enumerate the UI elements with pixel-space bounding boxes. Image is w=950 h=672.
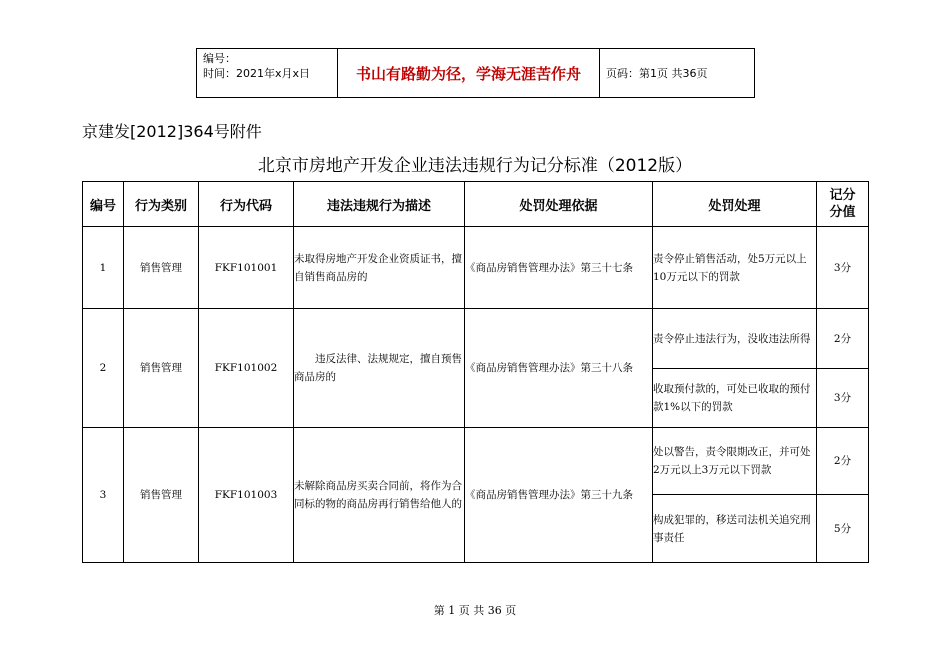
number-label: 编号： bbox=[203, 52, 236, 65]
cell-code: FKF101001 bbox=[199, 227, 294, 309]
col-header-score-text: 记分分值 bbox=[829, 188, 856, 220]
table-row bbox=[83, 309, 869, 369]
col-header-number: 编号 bbox=[83, 182, 124, 227]
cell-score: 2分 bbox=[817, 309, 869, 369]
col-header-basis: 处罚处理依据 bbox=[465, 182, 653, 227]
cell-description-text: 违反法律、法规规定，擅自预售商品房的 bbox=[294, 353, 462, 383]
cell-basis: 《商品房销售管理办法》第三十八条 bbox=[465, 309, 653, 428]
document-title: 北京市房地产开发企业违法违规行为记分标准（2012版） bbox=[257, 156, 693, 176]
cell-category: 销售管理 bbox=[124, 227, 199, 309]
cell-penalty: 处以警告，责令限期改正，并可处2万元以上3万元以下罚款 bbox=[653, 428, 817, 495]
cell-score: 3分 bbox=[817, 369, 869, 428]
cell-description: 未取得房地产开发企业资质证书，擅自销售商品房的 bbox=[294, 227, 465, 309]
col-header-category: 行为类别 bbox=[124, 182, 199, 227]
table-row bbox=[83, 428, 869, 495]
cell-category: 销售管理 bbox=[124, 428, 199, 563]
cell-score: 3分 bbox=[817, 227, 869, 309]
header-meta bbox=[197, 49, 338, 97]
attachment-label: 京建发[2012]364号附件 bbox=[82, 122, 262, 141]
cell-score: 5分 bbox=[817, 495, 869, 563]
table-row bbox=[83, 227, 869, 309]
cell-number: 2 bbox=[83, 309, 124, 428]
header-page-label: 页码：第1页 共36页 bbox=[606, 67, 708, 80]
cell-number: 1 bbox=[83, 227, 124, 309]
cell-penalty: 责令停止销售活动，处5万元以上10万元以下的罚款 bbox=[653, 227, 817, 309]
page-footer: 第 1 页 共 36 页 bbox=[433, 604, 517, 617]
scoring-table bbox=[82, 181, 869, 563]
table-header-row bbox=[83, 182, 869, 227]
cell-number: 3 bbox=[83, 428, 124, 563]
cell-description: 未解除商品房买卖合同前，将作为合同标的物的商品房再行销售给他人的 bbox=[294, 428, 465, 563]
col-header-score bbox=[817, 182, 869, 227]
cell-basis: 《商品房销售管理办法》第三十七条 bbox=[465, 227, 653, 309]
header-motto: 书山有路勤为径，学海无涯苦作舟 bbox=[338, 49, 600, 97]
cell-category: 销售管理 bbox=[124, 309, 199, 428]
cell-description bbox=[294, 309, 465, 428]
cell-penalty: 责令停止违法行为，没收违法所得 bbox=[653, 309, 817, 369]
cell-code: FKF101002 bbox=[199, 309, 294, 428]
col-header-description: 违法违规行为描述 bbox=[294, 182, 465, 227]
cell-penalty: 收取预付款的，可处已收取的预付款1%以下的罚款 bbox=[653, 369, 817, 428]
cell-penalty: 构成犯罪的，移送司法机关追究刑事责任 bbox=[653, 495, 817, 563]
cell-code: FKF101003 bbox=[199, 428, 294, 563]
page-header-box bbox=[196, 48, 755, 98]
time-label: 时间：2021年x月x日 bbox=[203, 67, 311, 80]
cell-score: 2分 bbox=[817, 428, 869, 495]
col-header-penalty: 处罚处理 bbox=[653, 182, 817, 227]
col-header-code: 行为代码 bbox=[199, 182, 294, 227]
cell-basis: 《商品房销售管理办法》第三十九条 bbox=[465, 428, 653, 563]
